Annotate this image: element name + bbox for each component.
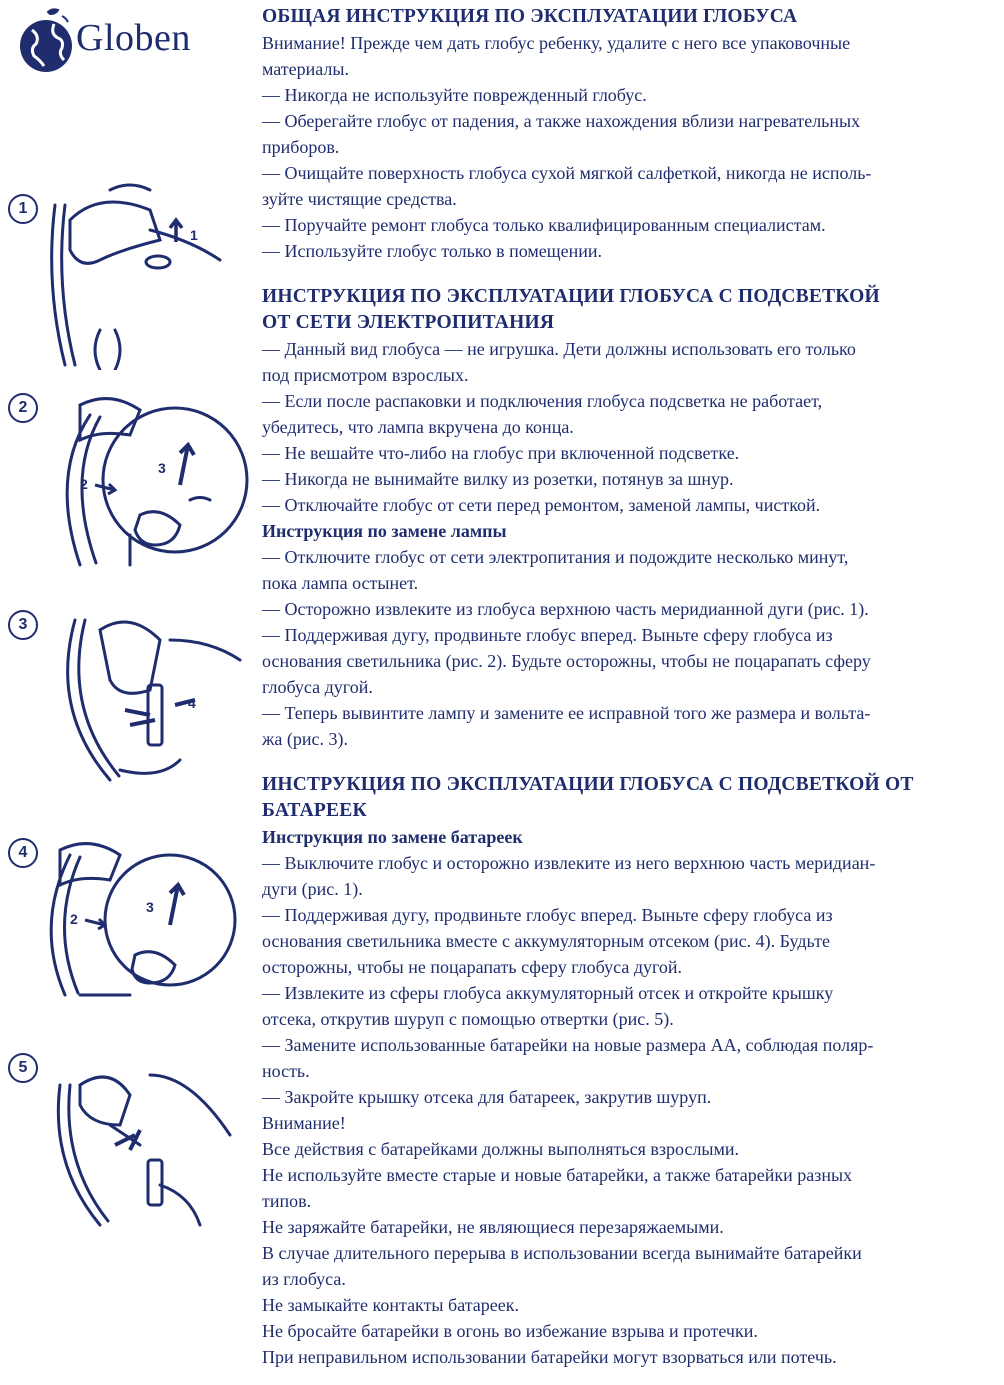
text-line: — Осторожно извлеките из глобуса верхнюю часть меридианной дуги (рис. 1). [262, 599, 869, 619]
figure-number: 2 [8, 393, 38, 423]
instructions-text [262, 4, 1002, 1370]
text-line: из глобуса. [262, 1269, 346, 1289]
text-line: ность. [262, 1061, 310, 1081]
text-line: пока лампа остынет. [262, 573, 419, 593]
remove-sphere-illustration [0, 385, 250, 585]
section-title: БАТАРЕЕК [262, 800, 367, 821]
globen-logo [18, 6, 228, 76]
text-line: Внимание! [262, 1113, 346, 1133]
text-line: дуги (рис. 1). [262, 879, 363, 899]
figure-label: 2 [70, 911, 78, 927]
section-mains [262, 284, 1002, 752]
figure-label: 1 [190, 227, 198, 243]
text-line: — Если после распаковки и подключения глобуса подсветка не работает, [262, 391, 823, 411]
section-battery [262, 772, 1002, 1370]
text-line: убедитесь, что лампа вкручена до конца. [262, 417, 574, 437]
figure-1 [0, 180, 250, 370]
text-line: — Не вешайте что-либо на глобус при включенной подсветке. [262, 443, 740, 463]
text-line: основания светильника (рис. 2). Будьте осторожны, чтобы не поцарапать сферу [262, 651, 871, 671]
subheading: Инструкция по замене батареек [262, 827, 523, 847]
figure-label: 3 [158, 460, 166, 476]
text-line: приборов. [262, 137, 340, 157]
text-line: типов. [262, 1191, 312, 1211]
text-line: осторожны, чтобы не поцарапать сферу глобуса дугой. [262, 957, 683, 977]
text-line: — Теперь вывинтите лампу и замените ее исправной того же размера и вольта- [262, 703, 871, 723]
text-line: отсека, открутив шуруп с помощью отвертки (рис. 5). [262, 1009, 674, 1029]
battery-compartment-illustration [0, 1045, 250, 1235]
text-line: глобуса дугой. [262, 677, 373, 697]
text-line: Внимание! Прежде чем дать глобус ребенку, удалите с него все упаковочные [262, 33, 851, 53]
text-line: В случае длительного перерыва в использовании всегда вынимайте батарейки [262, 1243, 862, 1263]
figure-number: 1 [8, 194, 38, 224]
section-general [262, 4, 1002, 264]
figure-3 [0, 600, 250, 790]
subheading: Инструкция по замене лампы [262, 521, 507, 541]
figure-number: 4 [8, 838, 38, 868]
text-line: — Никогда не вынимайте вилку из розетки, потянув за шнур. [262, 469, 734, 489]
text-line: Все действия с батарейками должны выполняться взрослыми. [262, 1139, 740, 1159]
globe-logo-icon [18, 6, 78, 76]
figure-label: 4 [188, 695, 196, 711]
text-line: — Извлеките из сферы глобуса аккумуляторный отсек и откройте крышку [262, 983, 834, 1003]
remove-battery-sphere-illustration [0, 830, 250, 1010]
text-line: — Оберегайте глобус от падения, а также нахождения вблизи нагревательных [262, 111, 861, 131]
section-title: ОТ СЕТИ ЭЛЕКТРОПИТАНИЯ [262, 312, 555, 333]
text-line: жа (рис. 3). [262, 729, 349, 749]
text-line: — Отключите глобус от сети электропитания и подождите несколько минут, [262, 547, 849, 567]
text-line: материалы. [262, 59, 350, 79]
figure-2 [0, 385, 250, 585]
text-line: — Поддерживая дугу, продвиньте глобус вперед. Выньте сферу глобуса из [262, 625, 833, 645]
text-line: — Отключайте глобус от сети перед ремонтом, заменой лампы, чисткой. [262, 495, 821, 515]
text-line: — Используйте глобус только в помещении. [262, 241, 603, 261]
text-line: — Поддерживая дугу, продвиньте глобус вперед. Выньте сферу глобуса из [262, 905, 833, 925]
text-line: — Никогда не используйте поврежденный глобус. [262, 85, 647, 105]
figure-number: 3 [8, 610, 38, 640]
text-line: — Выключите глобус и осторожно извлеките из него верхнюю часть меридиан- [262, 853, 876, 873]
text-line: — Закройте крышку отсека для батареек, закрутив шуруп. [262, 1087, 712, 1107]
text-line: При неправильном использовании батарейки могут взорваться или потечь. [262, 1347, 837, 1367]
text-line: зуйте чистящие средства. [262, 189, 457, 209]
section-title: ИНСТРУКЦИЯ ПО ЭКСПЛУАТАЦИИ ГЛОБУСА С ПОДСВЕТКОЙ [262, 286, 880, 307]
text-line: — Очищайте поверхность глобуса сухой мягкой салфеткой, никогда не исполь- [262, 163, 872, 183]
text-line: Не используйте вместе старые и новые батарейки, а также батарейки разных [262, 1165, 853, 1185]
figure-label: 2 [80, 476, 88, 492]
text-line: основания светильника вместе с аккумуляторным отсеком (рис. 4). Будьте [262, 931, 830, 951]
text-line: под присмотром взрослых. [262, 365, 469, 385]
figure-5 [0, 1045, 250, 1235]
figure-number: 5 [8, 1053, 38, 1083]
section-title: ИНСТРУКЦИЯ ПО ЭКСПЛУАТАЦИИ ГЛОБУСА С ПОДСВЕТКОЙ ОТ [262, 774, 914, 795]
figure-4 [0, 830, 250, 1010]
text-line: Не замыкайте контакты батареек. [262, 1295, 520, 1315]
text-line: Не заряжайте батарейки, не являющиеся перезаряжаемыми. [262, 1217, 724, 1237]
brand-name: Globen [76, 17, 191, 59]
section-title: ОБЩАЯ ИНСТРУКЦИЯ ПО ЭКСПЛУАТАЦИИ ГЛОБУСА [262, 6, 798, 27]
text-line: Не бросайте батарейки в огонь во избежание взрыва и протечки. [262, 1321, 758, 1341]
figure-label: 3 [146, 899, 154, 915]
text-line: — Поручайте ремонт глобуса только квалифицированным специалистам. [262, 215, 826, 235]
text-line: — Данный вид глобуса — не игрушка. Дети должны использовать его только [262, 339, 856, 359]
text-line: — Замените использованные батарейки на новые размера АА, соблюдая поляр- [262, 1035, 874, 1055]
